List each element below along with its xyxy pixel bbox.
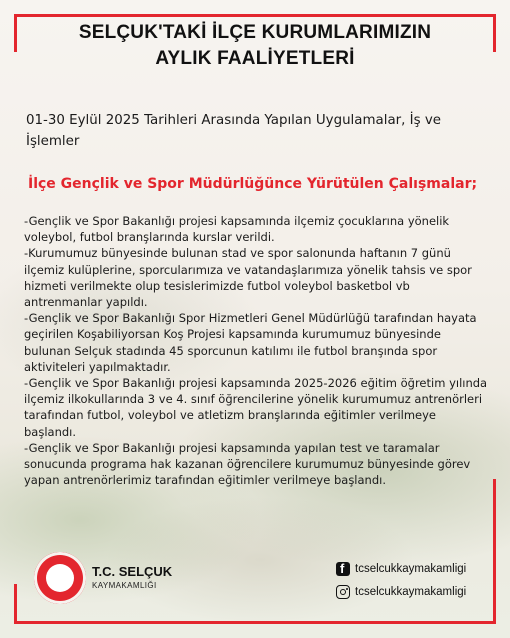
date-range-subtitle: 01-30 Eylül 2025 Tarihleri Arasında Yapılan Uygulamalar, İş ve İşlemler bbox=[26, 113, 442, 149]
facebook-icon bbox=[336, 562, 350, 576]
frame-right-lower-border bbox=[493, 479, 496, 624]
seal-center bbox=[46, 564, 74, 592]
org-subtitle: KAYMAKAMLIĞI bbox=[92, 581, 157, 590]
section-heading: İlçe Gençlik ve Spor Müdürlüğünce Yürütülen Çalışmalar; bbox=[28, 176, 478, 192]
instagram-link[interactable] bbox=[336, 583, 496, 601]
facebook-handle: tcselcukkaymakamligi bbox=[355, 563, 467, 575]
frame-left-lower-border bbox=[14, 584, 17, 624]
activity-paragraph: -Gençlik ve Spor Bakanlığı projesi kapsamında yapılan test ve taramalar sonucunda programa hak kazanan öğrencilere kurumumuz bünyesinde görev yapan antrenörlerimiz tarafından eğitimler verilmeye başlandı. bbox=[24, 440, 471, 488]
org-logo bbox=[34, 552, 214, 608]
page-title bbox=[0, 20, 510, 72]
org-name: T.C. SELÇUK bbox=[92, 564, 173, 579]
title-line-1: SELÇUK'TAKİ İLÇE KURUMLARIMIZIN bbox=[78, 22, 432, 43]
activity-paragraph: -Gençlik ve Spor Bakanlığı Spor Hizmetleri Genel Müdürlüğü tarafından hayata geçirilen Koşabiliyorsan Koş Projesi kapsamında kurumumuz bünyesinde bulunan Selçuk stadında 45 sporcunun katılımı ile futbol branşında spor aktiviteleri yapılmaktadır. bbox=[24, 311, 477, 374]
facebook-link[interactable] bbox=[336, 560, 496, 578]
frame-top-border bbox=[14, 14, 496, 17]
activity-paragraph: -Kurumumuz bünyesinde bulunan stad ve spor salonunda haftanın 7 günü ilçemiz kulüplerine, sporcularımıza ve vatandaşlarımıza yönelik tahsis ve spor hizmeti verilmekte olup tesislerimizde futbol voleybol basketbol vb antrenmanlar yapıldı. bbox=[24, 246, 472, 310]
instagram-icon bbox=[336, 585, 350, 599]
title-line-2: AYLIK FAALİYETLERİ bbox=[155, 48, 355, 69]
activity-paragraph: -Gençlik ve Spor Bakanlığı projesi kapsamında ilçemiz çocuklarına yönelik voleybol, futbol branşlarında kurslar verildi. bbox=[24, 214, 450, 245]
seal-logo-icon bbox=[34, 552, 86, 604]
activity-paragraph: -Gençlik ve Spor Bakanlığı projesi kapsamında 2025-2026 eğitim öğretim yılında ilçemiz ilkokullarında 3 ve 4. sınıf öğrencilerine yönelik kurumumuz antrenörleri tarafından futbol, voleybol ve atletizm branşlarında eğitimler verilmeye başlandı. bbox=[24, 376, 488, 439]
instagram-handle: tcselcukkaymakamligi bbox=[355, 586, 467, 598]
activities-body bbox=[24, 213, 490, 488]
frame-bottom-border bbox=[14, 621, 496, 624]
